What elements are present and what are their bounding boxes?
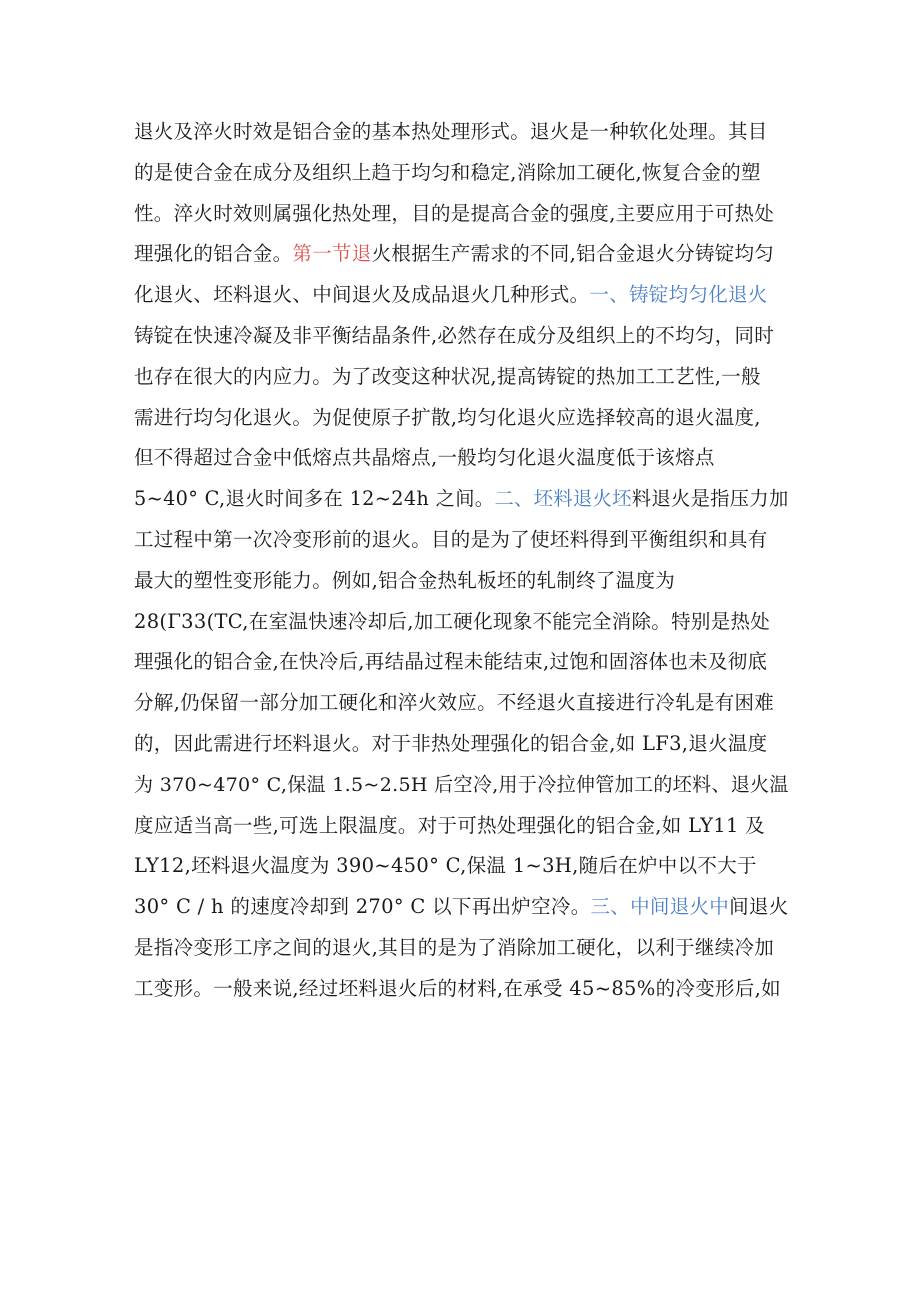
text-line-9: 但不得超过合金中低熔点共晶熔点,一般均匀化退火温度低于该熔点 — [134, 446, 715, 470]
subsection-heading-2: 二、坯料退火坯 — [494, 487, 632, 511]
text-line-10: 5~40° C,退火时间多在 12~24h 之间。二、坯料退火坯料退火是指压力加 — [134, 487, 789, 511]
text-line-21: 是指冷变形工序之间的退火,其目的是为了消除加工硬化，以利于继续冷加 — [134, 935, 775, 959]
text-line-17: 为 370~470° C,保温 1.5~2.5H 后空冷,用于冷拉伸管加工的坯料、退火温 — [134, 773, 789, 796]
subsection-heading-1: 一、铸锭均匀化退火 — [589, 283, 768, 307]
subsection-heading-3: 三、中间退火中 — [590, 895, 730, 919]
text-line-20: 30° C / h 的速度冷却到 270° C 以下再出炉空冷。三、中间退火中间退火 — [134, 895, 789, 919]
text-line-12: 最大的塑性变形能力。例如,铝合金热轧板坯的轧制终了温度为 — [134, 568, 676, 592]
text-line-14: 理强化的铝合金,在快冷后,再结晶过程未能结束,过饱和固溶体也未及彻底 — [134, 650, 768, 674]
text-line-7: 也存在很大的内应力。为了改变这种状况,提高铸锭的热加工工艺性,一般 — [134, 364, 761, 388]
text-line-6: 铸锭在快速冷凝及非平衡结晶条件,必然存在成分及组织上的不均匀，同时 — [134, 323, 775, 347]
body-text — [134, 112, 789, 1010]
text-line-5: 化退火、坯料退火、中间退火及成品退火几种形式。一、铸锭均匀化退火 — [134, 283, 768, 307]
text-line-22: 工变形。一般来说,经过坯料退火后的材料,在承受 45~85%的冷变形后,如 — [134, 976, 781, 1000]
text-line-19: LY12,坯料退火温度为 390~450° C,保温 1~3H,随后在炉中以不大于 — [134, 854, 757, 878]
text-line-15: 分解,仍保留一部分加工硬化和淬火效应。不经退火直接进行冷轧是有困难 — [134, 691, 775, 715]
text-line-2: 的是使合金在成分及组织上趋于均匀和稳定,消除加工硬化,恢复合金的塑 — [134, 160, 761, 184]
text-line-16: 的，因此需进行坯料退火。对于非热处理强化的铝合金,如 LF3,退火温度 — [134, 731, 768, 755]
text-line-4: 理强化的铝合金。第一节退火根据生产需求的不同,铝合金退火分铸锭均匀 — [134, 242, 775, 266]
text-line-1: 退火及淬火时效是铝合金的基本热处理形式。退火是一种软化处理。其目 — [134, 120, 768, 143]
text-line-8: 需进行均匀化退火。为促使原子扩散,均匀化退火应选择较高的退火温度, — [134, 405, 761, 429]
text-line-11: 工过程中第一次冷变形前的退火。目的是为了使坯料得到平衡组织和具有 — [134, 527, 768, 551]
text-line-18: 度应适当高一些,可选上限温度。对于可热处理强化的铝合金,如 LY11 及 — [134, 813, 765, 837]
text-line-13: 28(Γ33(TC,在室温快速冷却后,加工硬化现象不能完全消除。特别是热处 — [134, 609, 771, 633]
section-heading-1: 第一节退 — [292, 242, 372, 266]
text-line-3: 性。淬火时效则属强化热处理，目的是提高合金的强度,主要应用于可热处 — [134, 201, 775, 225]
